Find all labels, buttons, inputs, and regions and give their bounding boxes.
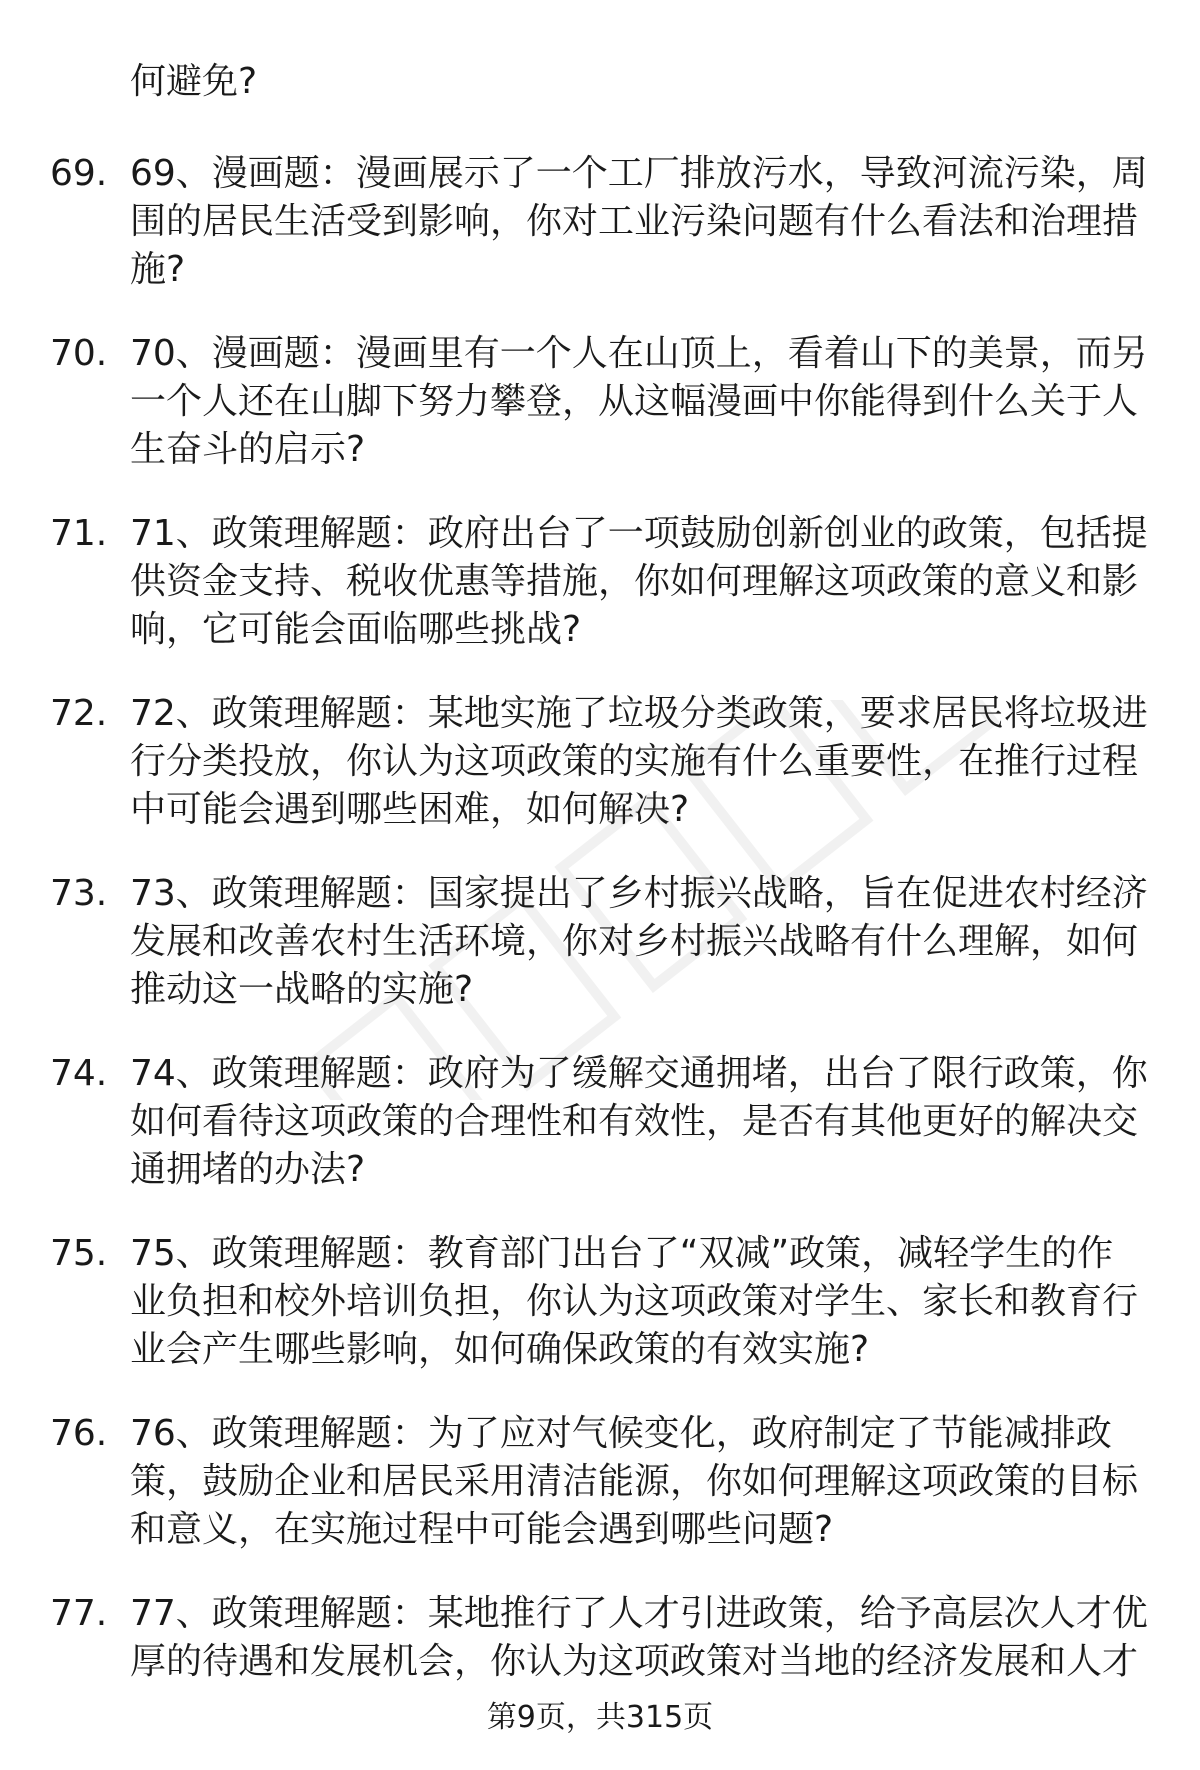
question-line: 生奋斗的启示? bbox=[130, 429, 366, 470]
question-number: 77. bbox=[50, 1593, 108, 1634]
question-number: 71. bbox=[50, 513, 108, 554]
question-text bbox=[130, 150, 1150, 294]
question-line: 业负担和校外培训负担，你认为这项政策对学生、家长和教育行 bbox=[130, 1281, 1139, 1322]
question-number: 73. bbox=[50, 873, 108, 914]
question-line: 响，它可能会面临哪些挑战? bbox=[130, 609, 582, 650]
question-line: 如何看待这项政策的合理性和有效性，是否有其他更好的解决交 bbox=[130, 1101, 1139, 1142]
question-line: 推动这一战略的实施? bbox=[130, 969, 474, 1010]
question-line: 69、漫画题：漫画展示了一个工厂排放污水，导致河流污染，周 bbox=[130, 153, 1148, 194]
question-line: 供资金支持、税收优惠等措施，你如何理解这项政策的意义和影 bbox=[130, 561, 1139, 602]
page-footer: 第9页，共315页 bbox=[486, 1700, 714, 1735]
question-line: 一个人还在山脚下努力攀登，从这幅漫画中你能得到什么关于人 bbox=[130, 381, 1139, 422]
question-list bbox=[0, 150, 1200, 1770]
question-text bbox=[130, 870, 1150, 1014]
list-item bbox=[0, 330, 1200, 510]
question-line: 70、漫画题：漫画里有一个人在山顶上，看着山下的美景，而另 bbox=[130, 333, 1148, 374]
question-line: 围的居民生活受到影响，你对工业污染问题有什么看法和治理措 bbox=[130, 201, 1139, 242]
question-number: 74. bbox=[50, 1053, 108, 1094]
question-line: 通拥堵的办法? bbox=[130, 1149, 366, 1190]
question-number: 69. bbox=[50, 153, 108, 194]
question-line: 和意义，在实施过程中可能会遇到哪些问题? bbox=[130, 1509, 834, 1550]
list-item bbox=[0, 690, 1200, 870]
continuation-text: 何避免? bbox=[130, 61, 258, 102]
question-text bbox=[130, 690, 1150, 834]
list-item bbox=[0, 1050, 1200, 1230]
question-number: 70. bbox=[50, 333, 108, 374]
question-text bbox=[130, 1590, 1150, 1686]
question-line: 施? bbox=[130, 249, 186, 290]
question-text bbox=[130, 510, 1150, 654]
question-line: 策，鼓励企业和居民采用清洁能源，你如何理解这项政策的目标 bbox=[130, 1461, 1139, 1502]
question-text bbox=[130, 1230, 1150, 1374]
question-number: 75. bbox=[50, 1233, 108, 1274]
list-item bbox=[0, 1230, 1200, 1410]
question-line: 发展和改善农村生活环境，你对乡村振兴战略有什么理解，如何 bbox=[130, 921, 1139, 962]
question-text bbox=[130, 330, 1150, 474]
question-line: 74、政策理解题：政府为了缓解交通拥堵，出台了限行政策，你 bbox=[130, 1053, 1148, 1094]
list-item bbox=[0, 1590, 1200, 1770]
question-line: 77、政策理解题：某地推行了人才引进政策，给予高层次人才优 bbox=[130, 1593, 1148, 1634]
question-line: 72、政策理解题：某地实施了垃圾分类政策，要求居民将垃圾进 bbox=[130, 693, 1148, 734]
question-line: 73、政策理解题：国家提出了乡村振兴战略，旨在促进农村经济 bbox=[130, 873, 1148, 914]
question-line: 75、政策理解题：教育部门出台了“双减”政策，减轻学生的作 bbox=[130, 1233, 1114, 1274]
question-line: 行分类投放，你认为这项政策的实施有什么重要性，在推行过程 bbox=[130, 741, 1139, 782]
question-number: 72. bbox=[50, 693, 108, 734]
question-line: 71、政策理解题：政府出台了一项鼓励创新创业的政策，包括提 bbox=[130, 513, 1148, 554]
question-line: 76、政策理解题：为了应对气候变化，政府制定了节能减排政 bbox=[130, 1413, 1112, 1454]
list-item bbox=[0, 1410, 1200, 1590]
list-item bbox=[0, 510, 1200, 690]
question-line: 厚的待遇和发展机会，你认为这项政策对当地的经济发展和人才 bbox=[130, 1641, 1139, 1682]
list-item bbox=[0, 150, 1200, 330]
question-number: 76. bbox=[50, 1413, 108, 1454]
question-line: 中可能会遇到哪些困难，如何解决? bbox=[130, 789, 690, 830]
list-item bbox=[0, 870, 1200, 1050]
question-line: 业会产生哪些影响，如何确保政策的有效实施? bbox=[130, 1329, 870, 1370]
question-text bbox=[130, 1050, 1150, 1194]
question-text bbox=[130, 1410, 1150, 1554]
